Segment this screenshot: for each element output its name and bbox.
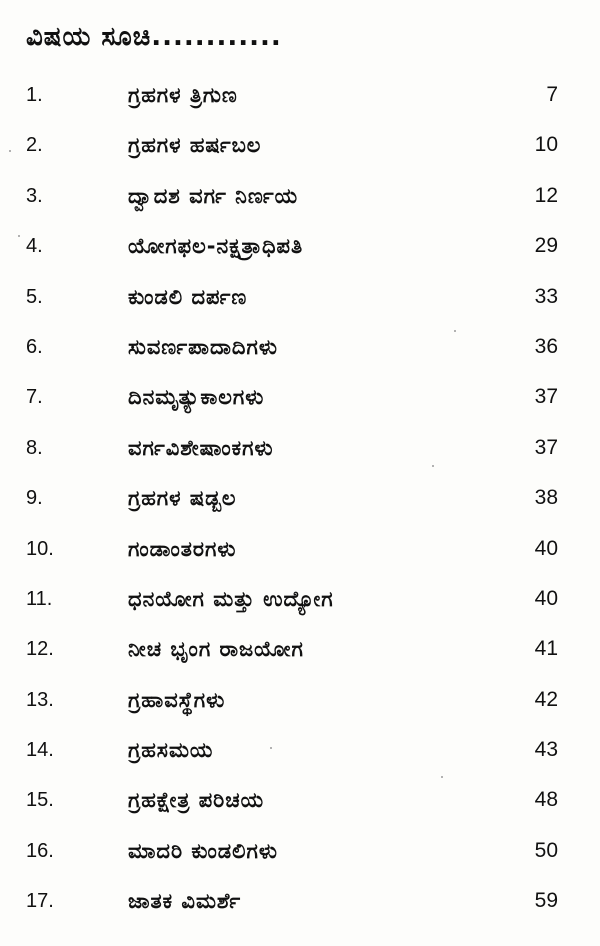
toc-entry-9	[0, 475, 600, 525]
toc-entry-15	[0, 777, 600, 827]
entry-title: ಧನಯೋಗ ಮತ್ತು ಉದ್ಯೋಗ	[128, 586, 334, 611]
entry-number: 5.	[26, 285, 43, 308]
entry-number: 13.	[26, 688, 54, 711]
entry-number: 14.	[26, 739, 54, 762]
entry-page-number: 37	[534, 385, 558, 409]
toc-entry-5	[0, 274, 600, 324]
entry-page-number: 36	[534, 334, 558, 358]
entry-number: 12.	[26, 638, 54, 661]
paper-speck	[9, 150, 11, 152]
toc-entry-8	[0, 425, 600, 475]
entry-number: 6.	[26, 335, 43, 358]
entry-title: ದ್ವಾದಶ ವರ್ಗ ನಿರ್ಣಯ	[128, 183, 299, 208]
entry-title: ಜಾತಕ ವಿಮರ್ಶೆ	[128, 889, 242, 914]
entry-page-number: 10	[534, 133, 558, 157]
toc-entry-1	[0, 72, 600, 122]
entry-number: 17.	[26, 890, 54, 913]
entry-page-number: 48	[534, 788, 558, 812]
toc-entry-12	[0, 626, 600, 676]
paper-speck	[270, 747, 272, 749]
entry-number: 4.	[26, 235, 43, 258]
entry-number: 3.	[26, 184, 43, 207]
entry-page-number: 38	[534, 486, 558, 510]
paper-speck	[454, 330, 456, 332]
toc-entry-17	[0, 878, 600, 928]
entry-title: ವರ್ಗವಿಶೇಷಾಂಕಗಳು	[128, 435, 274, 460]
entry-page-number: 43	[534, 738, 558, 762]
toc-entry-4	[0, 223, 600, 273]
toc-entry-2	[0, 122, 600, 172]
entry-number: 7.	[26, 386, 43, 409]
paper-speck	[441, 776, 443, 778]
toc-entry-6	[0, 324, 600, 374]
entry-page-number: 7	[546, 83, 558, 106]
entry-number: 8.	[26, 436, 43, 459]
entry-page-number: 42	[534, 687, 558, 711]
toc-entry-13	[0, 677, 600, 727]
entry-number: 11.	[26, 587, 53, 610]
entry-title: ಗ್ರಹಗಳ ತ್ರಿಗುಣ	[128, 83, 238, 107]
entry-page-number: 40	[534, 586, 558, 610]
entry-number: 9.	[26, 487, 43, 510]
toc-entry-10	[0, 526, 600, 576]
toc-list	[0, 72, 600, 929]
entry-page-number: 40	[534, 536, 558, 560]
entry-number: 16.	[26, 839, 54, 862]
toc-entry-7	[0, 374, 600, 424]
entry-number: 10.	[26, 537, 54, 560]
entry-title: ಗ್ರಹಗಳ ಷಡ್ಬಲ	[128, 486, 237, 511]
toc-entry-11	[0, 576, 600, 626]
entry-page-number: 12	[534, 183, 558, 207]
entry-number: 2.	[26, 134, 43, 157]
toc-entry-16	[0, 828, 600, 878]
entry-title: ಯೋಗಫಲ-ನಕ್ಷತ್ರಾಧಿಪತಿ	[128, 234, 304, 259]
entry-title: ಕುಂಡಲಿ ದರ್ಪಣ	[128, 284, 248, 309]
toc-entry-14	[0, 727, 600, 777]
entry-title: ಮಾದರಿ ಕುಂಡಲಿಗಳು	[128, 838, 278, 863]
paper-speck	[18, 235, 20, 237]
entry-number: 1.	[26, 84, 43, 106]
entry-page-number: 37	[534, 435, 558, 459]
entry-title: ಗ್ರಹಕ್ಷೇತ್ರ ಪರಿಚಯ	[128, 788, 265, 813]
entry-page-number: 59	[534, 889, 558, 913]
entry-title: ದಿನಮೃತ್ಯುಕಾಲಗಳು	[128, 385, 265, 410]
entry-page-number: 33	[534, 284, 558, 308]
entry-page-number: 41	[534, 637, 558, 661]
paper-speck	[432, 465, 434, 467]
entry-title: ಸುವರ್ಣಪಾದಾದಿಗಳು	[128, 334, 278, 359]
entry-number: 15.	[26, 789, 54, 812]
entry-page-number: 50	[534, 838, 558, 862]
entry-title: ನೀಚ ಭೃಂಗ ರಾಜಯೋಗ	[128, 637, 304, 662]
entry-title: ಗ್ರಹಗಳ ಹರ್ಷಬಲ	[128, 133, 262, 158]
entry-page-number: 29	[534, 234, 558, 258]
toc-entry-3	[0, 173, 600, 223]
entry-title: ಗ್ರಹಾವಸ್ಥೆಗಳು	[128, 687, 226, 712]
entry-title: ಗ್ರಹಸಮಯ	[128, 738, 214, 763]
entry-title: ಗಂಡಾಂತರಗಳು	[128, 536, 237, 561]
page-title: ವಿಷಯ ಸೂಚಿ............	[26, 22, 282, 52]
